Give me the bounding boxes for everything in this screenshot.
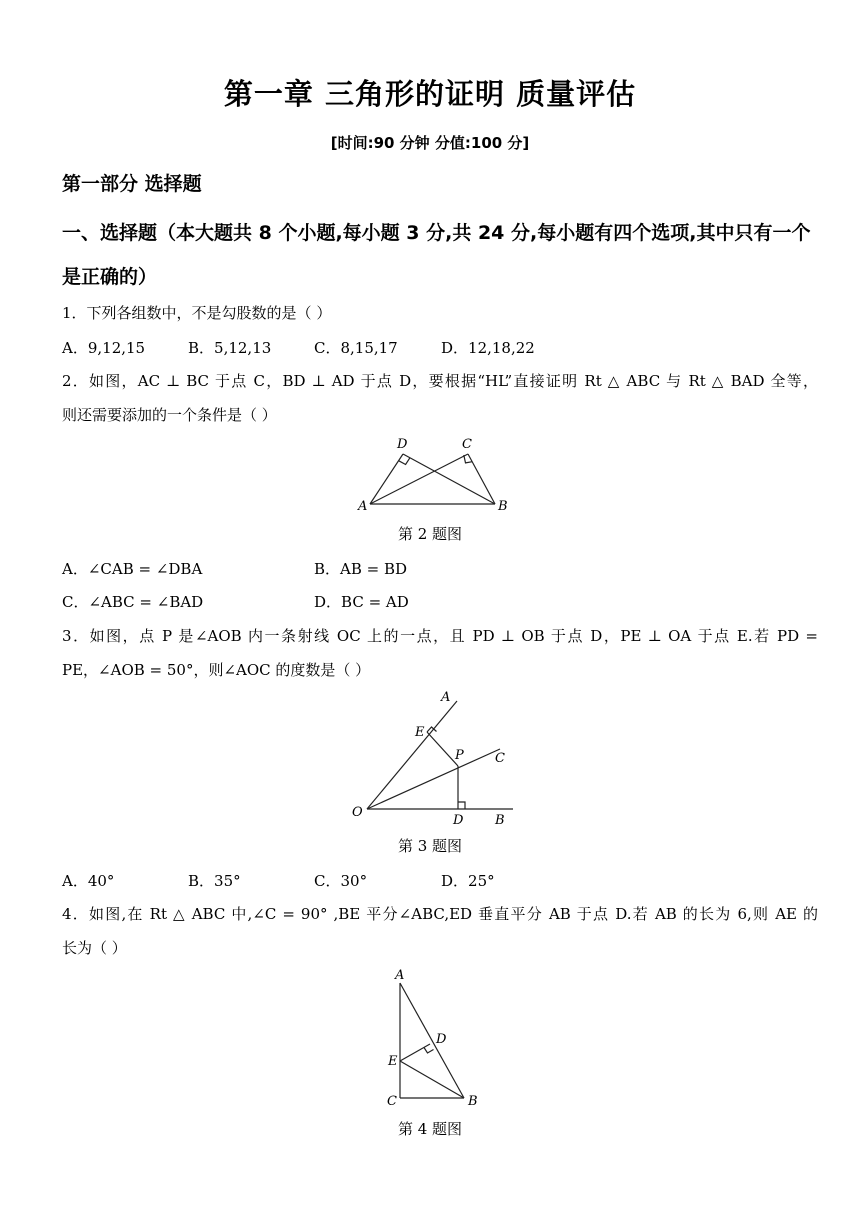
q3-label-p: P <box>455 748 464 763</box>
q3-option-c: C．30° <box>314 872 368 890</box>
q2-option-a: A．∠CAB = ∠DBA <box>62 560 203 578</box>
time-score-info: [时间:90 分钟 分值:100 分] <box>330 134 530 152</box>
q3-stem-line1: 3．如图，点 P 是∠AOB 内一条射线 OC 上的一点，且 PD ⊥ OB 于点 D，PE ⊥ OA 于点 E.若 PD = <box>62 627 818 645</box>
q3-figure <box>345 685 520 830</box>
q3-option-b: B．35° <box>188 872 241 890</box>
q1-option-c: C．8,15,17 <box>314 339 398 357</box>
q2-label-a: A <box>358 499 368 514</box>
q4-label-a: A <box>395 968 405 983</box>
section-heading: 一、选择题（本大题共 8 个小题,每小题 3 分,共 24 分,每小题有四个选项,其中只有一个是正确的） <box>62 222 811 288</box>
q2-stem-line2: 则还需要添加的一个条件是（ ） <box>62 406 277 424</box>
q3-stem-line2: PE，∠AOB = 50°，则∠AOC 的度数是（ ） <box>62 661 371 679</box>
q2-option-c: C．∠ABC = ∠BAD <box>62 593 204 611</box>
q3-label-o: O <box>352 805 363 820</box>
q2-figure <box>350 432 520 517</box>
q2-label-d: D <box>397 437 408 452</box>
q3-label-e: E <box>415 725 425 740</box>
q2-option-b: B．AB = BD <box>314 560 408 578</box>
q1-option-d: D．12,18,22 <box>441 339 535 357</box>
q1-option-b: B．5,12,13 <box>188 339 272 357</box>
q3-label-c: C <box>495 751 505 766</box>
q4-caption: 第 4 题图 <box>397 1120 463 1138</box>
q3-label-d: D <box>453 813 464 828</box>
q4-stem-line1: 4．如图,在 Rt △ ABC 中,∠C = 90° ,BE 平分∠ABC,ED 垂直平分 AB 于点 D.若 AB 的长为 6,则 AE 的 <box>62 905 818 923</box>
q4-label-b: B <box>468 1094 478 1109</box>
q2-label-b: B <box>498 499 508 514</box>
part-heading: 第一部分 选择题 <box>62 173 202 195</box>
q3-option-a: A．40° <box>62 872 115 890</box>
q4-figure <box>380 965 490 1110</box>
q2-label-c: C <box>462 437 472 452</box>
q2-stem-line1: 2．如图，AC ⊥ BC 于点 C，BD ⊥ AD 于点 D，要根据“HL”直接证明 Rt △ ABC 与 Rt △ BAD 全等， <box>62 372 818 390</box>
q4-label-d: D <box>436 1032 447 1047</box>
q4-label-e: E <box>388 1054 398 1069</box>
q1-option-a: A．9,12,15 <box>62 339 146 357</box>
q2-option-d: D．BC = AD <box>314 593 409 611</box>
page-title: 第一章 三角形的证明 质量评估 <box>223 77 637 111</box>
q2-caption: 第 2 题图 <box>397 525 463 543</box>
q4-label-c: C <box>387 1094 397 1109</box>
q3-caption: 第 3 题图 <box>397 837 463 855</box>
q3-option-d: D．25° <box>441 872 495 890</box>
q4-stem-line2: 长为（ ） <box>62 939 127 957</box>
q3-label-a: A <box>441 690 451 705</box>
q3-label-b: B <box>495 813 505 828</box>
q1-stem: 1．下列各组数中，不是勾股数的是（ ） <box>62 304 332 322</box>
